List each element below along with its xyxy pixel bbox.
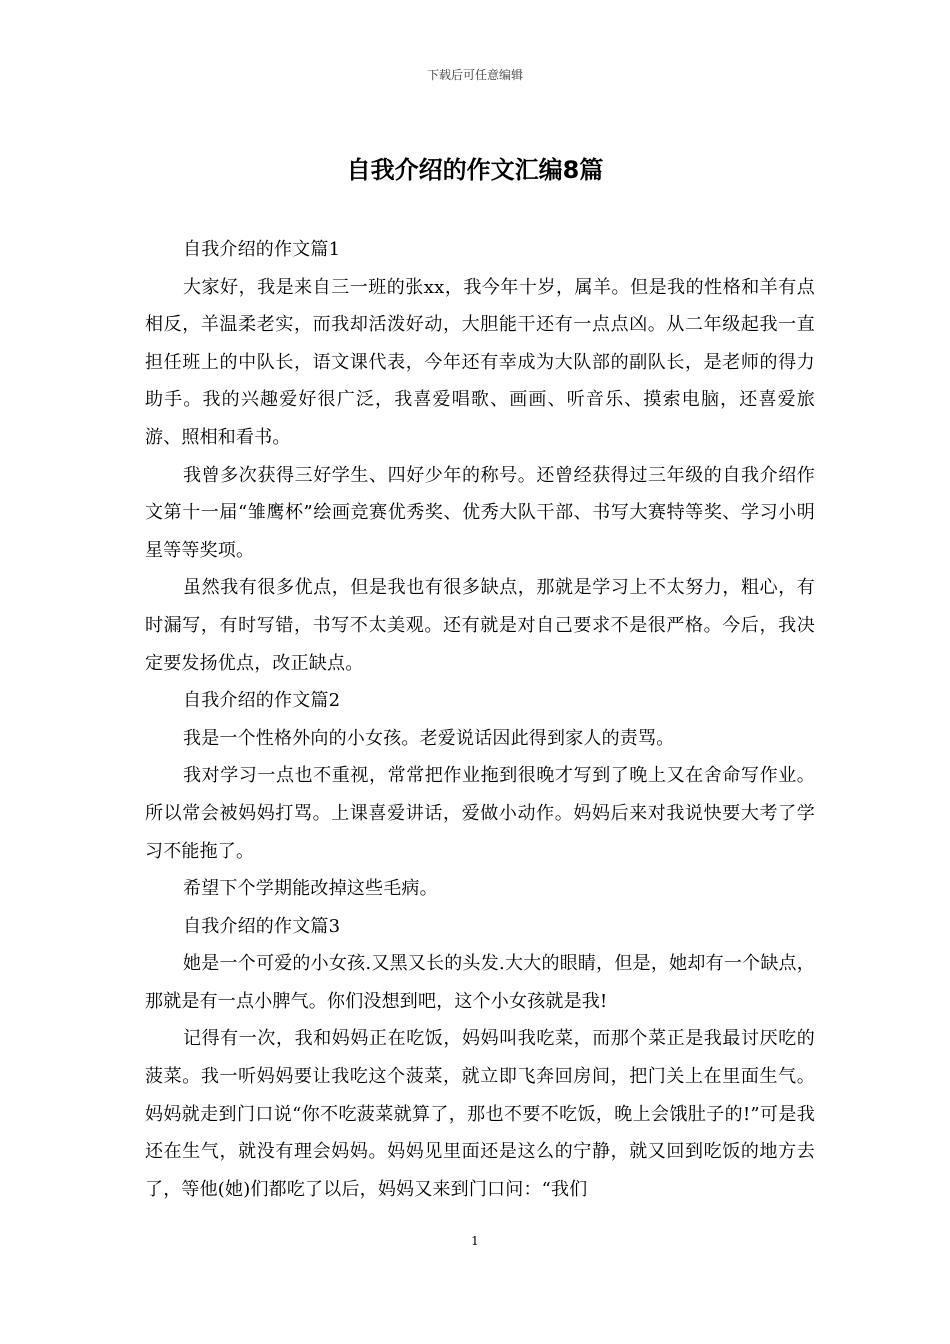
paragraph: 虽然我有很多优点，但是我也有很多缺点，那就是学习上不太努力，粗心，有时漏写，有时写错，书写不太美观。还有就是对自己要求不是很严格。今后，我决定要发扬优点，改正缺点。 (145, 577, 815, 674)
paragraph: 她是一个可爱的小女孩.又黑又长的头发.大大的眼睛，但是，她却有一个缺点，那就是有一点小脾气。你们没想到吧，这个小女孩就是我! (145, 953, 815, 1012)
page-number: 1 (471, 1234, 479, 1248)
document-title: 自我介绍的作文汇编8篇 (346, 156, 604, 184)
paragraph: 希望下个学期能改掉这些毛病。 (183, 878, 438, 900)
paragraph: 我曾多次获得三好学生、四好少年的称号。还曾经获得过三年级的自我介绍作文第十一届“雏鹰杯”绘画竞赛优秀奖、优秀大队干部、书写大赛特等奖、学习小明星等等奖项。 (145, 464, 815, 561)
paragraph: 记得有一次，我和妈妈正在吃饭，妈妈叫我吃菜，而那个菜正是我最讨厌吃的菠菜。我一听妈妈要让我吃这个菠菜，就立即飞奔回房间，把门关上在里面生气。妈妈就走到门口说“你不吃菠菜就算了，那也不要不吃饭，晚上会饿肚子的!”可是我还在生气，就没有理会妈妈。妈妈见里面还是这么的宁静，就又回到吃饭的地方去了，等他(她)们都吃了以后，妈妈又来到门口问：“我们 (145, 1028, 815, 1200)
paragraph: 我是一个性格外向的小女孩。老爱说话因此得到家人的责骂。 (183, 727, 675, 749)
section-heading-2: 自我介绍的作文篇2 (183, 690, 341, 712)
section-heading-3: 自我介绍的作文篇3 (183, 915, 341, 937)
paragraph: 我对学习一点也不重视，常常把作业拖到很晚才写到了晚上又在舍命写作业。所以常会被妈妈打骂。上课喜爱讲话，爱做小动作。妈妈后来对我说快要大考了学习不能拖了。 (145, 765, 815, 862)
document-body (145, 231, 815, 1208)
paragraph: 大家好，我是来自三一班的张xx，我今年十岁，属羊。但是我的性格和羊有点相反，羊温柔老实，而我却活泼好动，大胆能干还有一点点凶。从二年级起我一直担任班上的中队长，语文课代表，今年还有幸成为大队部的副队长，是老师的得力助手。我的兴趣爱好很广泛，我喜爱唱歌、画画、听音乐、摸索电脑，还喜爱旅游、照相和看书。 (145, 276, 815, 448)
section-heading-1: 自我介绍的作文篇1 (183, 239, 341, 260)
page-header: 下载后可任意编辑 (426, 68, 523, 82)
